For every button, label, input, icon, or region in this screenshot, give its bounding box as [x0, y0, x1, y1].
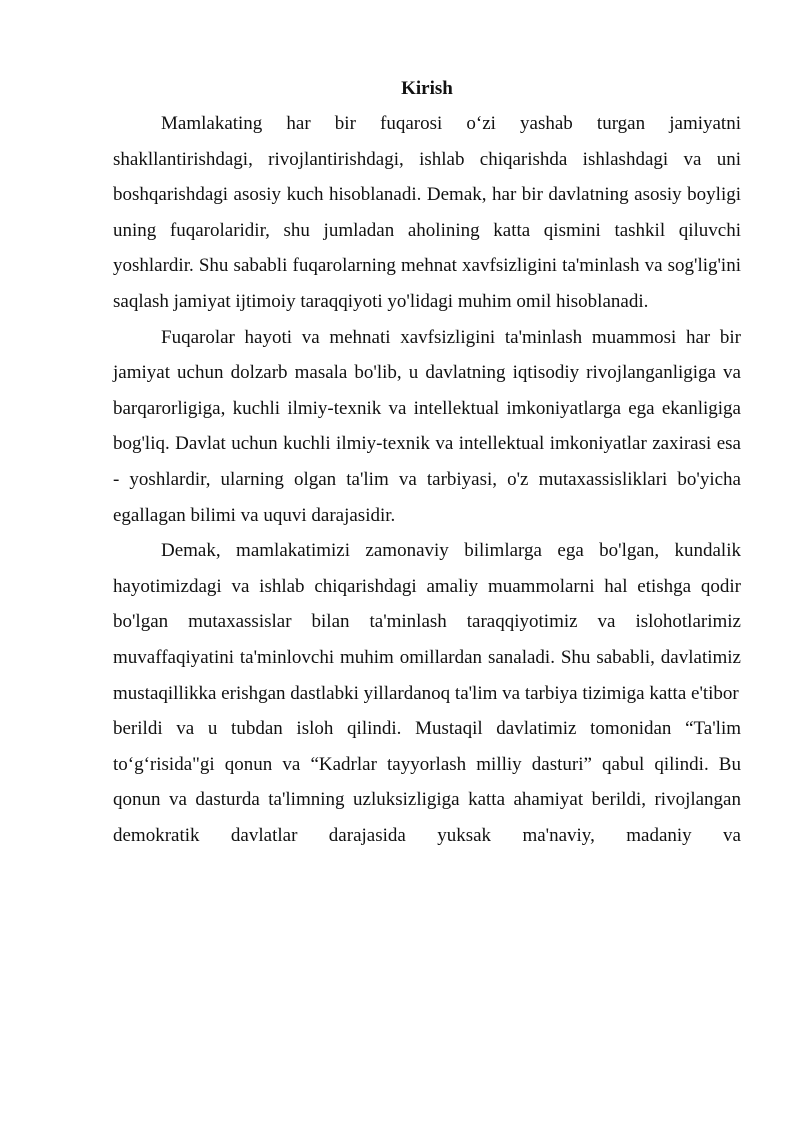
paragraph-1: Mamlakating har bir fuqarosi o‘zi yashab turgan jamiyatni shakllantirishdagi, rivojlantirishdagi, ishlab chiqarishda ishlashdagi va uni boshqarishdagi asosiy kuch hisoblanadi. Demak, har bir davlatning asosiy boyligi uning fuqarolaridir, shu jumladan aholining katta qismini tashkil qiluvchi yoshlardir. Shu sababli fuqarolarning mehnat xavfsizligini ta'minlash va sog'lig'ini saqlash jamiyat ijtimoiy taraqqiyoti yo'lidagi muhim omil hisoblanadi. [113, 113, 741, 312]
paragraph-4: berildi va u tubdan isloh qilindi. Mustaqil davlatimiz tomonidan “Ta'lim to‘g‘risida"gi qonun va “Kadrlar tayyorlash milliy dasturi” qabul qilindi. Bu qonun va dasturda ta'limning uzluksizligiga katta ahamiyat berildi, rivojlangan demokratik davlatlar darajasida yuksak ma'naviy, madaniy va [113, 718, 741, 846]
paragraph-3: Demak, mamlakatimizi zamonaviy bilimlarga ega bo'lgan, kundalik hayotimizdagi va ishlab chiqarishdagi amaliy muammolarni hal etishga qodir bo'lgan mutaxassislar bilan ta'minlash taraqqiyotimiz va islohotlarimiz muvaffaqiyatini ta'minlovchi muhim omillardan sanaladi. Shu sababli, davlatimiz mustaqillikka erishgan dastlabki yillardanoq ta'lim va tarbiya tizimiga katta e'tibor [113, 540, 741, 704]
paragraph-2: Fuqarolar hayoti va mehnati xavfsizligini ta'minlash muammosi har bir jamiyat uchun dolzarb masala bo'lib, u davlatning iqtisodiy rivojlanganligiga va barqarorligiga, kuchli ilmiy-texnik va intellektual imkoniyatlarga ega ekanligiga bog'liq. Davlat uchun kuchli ilmiy-texnik va intellektual imkoniyatlar zaxirasi esa - yoshlardir, ularning olgan ta'lim va tarbiyasi, o'z mutaxassisliklari bo'yicha egallagan bilimi va uquvi darajasidir. [113, 326, 741, 526]
page-title: Kirish [401, 78, 453, 99]
document-page [113, 76, 741, 853]
